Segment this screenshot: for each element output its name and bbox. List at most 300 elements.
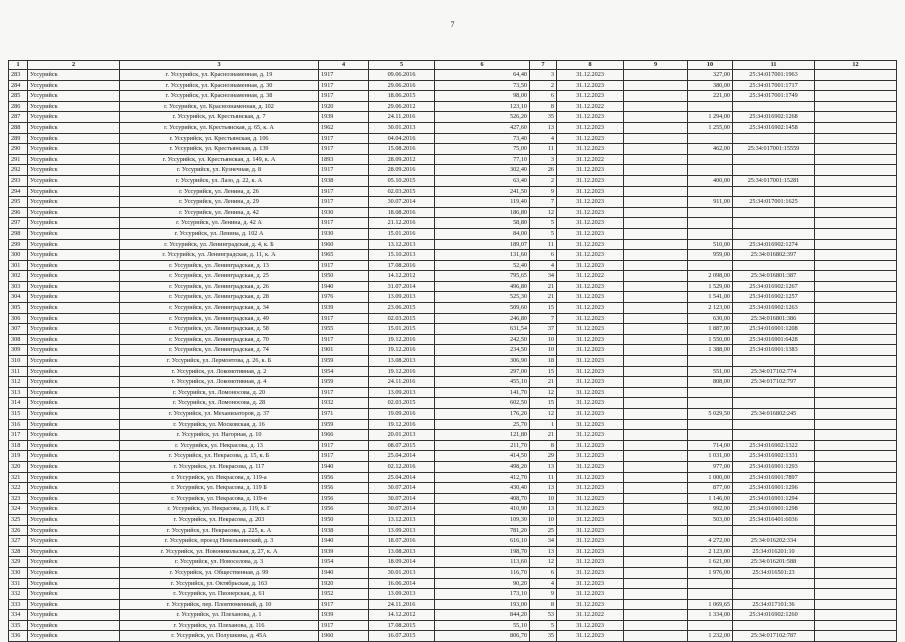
table-cell: 13.09.2013	[369, 589, 435, 600]
table-cell	[624, 599, 688, 610]
table-row	[9, 536, 897, 547]
table-cell: 1917	[319, 144, 369, 155]
table-cell	[815, 165, 897, 176]
table-cell: 31.12.2023	[557, 144, 624, 155]
table-cell: 25:34:016901:1293	[733, 461, 815, 472]
table-cell: 327,00	[688, 70, 733, 81]
table-cell	[733, 430, 815, 441]
table-cell: 313	[9, 387, 28, 398]
table-row	[9, 165, 897, 176]
table-cell: 75,00	[435, 144, 530, 155]
table-cell	[815, 525, 897, 536]
table-row	[9, 303, 897, 314]
table-cell: 4	[530, 260, 557, 271]
table-cell	[688, 387, 733, 398]
table-cell: г. Уссурийск, ул. Крестьянская, д. 149, к. А	[120, 154, 319, 165]
table-cell: 510,00	[688, 239, 733, 250]
table-row	[9, 345, 897, 356]
table-cell: 25:34:017101:36	[733, 599, 815, 610]
table-cell	[624, 70, 688, 81]
table-cell: 234,50	[435, 345, 530, 356]
table-cell: 408,70	[435, 493, 530, 504]
table-cell: 301	[9, 260, 28, 271]
table-cell: 25:34:016901:1208	[733, 324, 815, 335]
table-cell: г. Уссурийск, ул. Ленинградская, д. 34	[120, 303, 319, 314]
table-cell	[624, 536, 688, 547]
table-cell: 323	[9, 493, 28, 504]
table-cell: 31.12.2022	[557, 271, 624, 282]
table-cell: 714,00	[688, 440, 733, 451]
table-cell	[624, 175, 688, 186]
table-row	[9, 557, 897, 568]
table-cell: 21	[530, 377, 557, 388]
table-row	[9, 620, 897, 631]
table-cell	[815, 440, 897, 451]
table-cell: 30.07.2014	[369, 504, 435, 515]
table-cell: 13	[530, 546, 557, 557]
table-cell: 241,50	[435, 186, 530, 197]
table-cell: 25:34:017001:1717	[733, 80, 815, 91]
table-cell: 25:34:016801:387	[733, 271, 815, 282]
table-cell: 1940	[319, 567, 369, 578]
table-cell: 304	[9, 292, 28, 303]
table-cell: 193,00	[435, 599, 530, 610]
table-cell: г. Уссурийск, ул. Полушкина, д. 45А	[120, 631, 319, 642]
table-cell: 31.12.2022	[557, 101, 624, 112]
table-cell: 295	[9, 197, 28, 208]
table-cell: г. Уссурийск, ул. Плеханова, д. 116	[120, 620, 319, 631]
table-cell: Уссурийск	[28, 514, 120, 525]
table-cell: 15	[530, 398, 557, 409]
table-cell	[815, 70, 897, 81]
table-cell	[815, 345, 897, 356]
table-cell: 18.06.2015	[369, 91, 435, 102]
table-cell: 31.12.2023	[557, 112, 624, 123]
table-row	[9, 398, 897, 409]
table-cell: 2	[530, 80, 557, 91]
table-cell	[815, 620, 897, 631]
table-cell: 211,70	[435, 440, 530, 451]
table-cell	[624, 504, 688, 515]
table-cell: 84,00	[435, 228, 530, 239]
table-cell: 309	[9, 345, 28, 356]
table-cell: 877,00	[688, 483, 733, 494]
column-header-12: 12	[815, 61, 897, 70]
table-cell: 31.12.2023	[557, 366, 624, 377]
table-cell: 430,40	[435, 483, 530, 494]
table-row	[9, 599, 897, 610]
table-cell: Уссурийск	[28, 440, 120, 451]
table-cell: 31.12.2023	[557, 557, 624, 568]
table-cell	[815, 313, 897, 324]
table-cell	[815, 356, 897, 367]
table-cell	[688, 589, 733, 600]
table-cell: 324	[9, 504, 28, 515]
table-row	[9, 239, 897, 250]
table-cell: Уссурийск	[28, 80, 120, 91]
table-cell: г. Уссурийск, ул. Новоселова, д. 3	[120, 557, 319, 568]
table-cell: 296	[9, 207, 28, 218]
table-cell: Уссурийск	[28, 451, 120, 462]
table-cell	[733, 186, 815, 197]
table-cell: 19.09.2016	[369, 409, 435, 420]
table-cell: 1 031,00	[688, 451, 733, 462]
table-cell	[624, 334, 688, 345]
table-cell: 31.12.2023	[557, 398, 624, 409]
table-cell: г. Уссурийск, ул. Ломоносова, д. 28	[120, 398, 319, 409]
table-cell: 25:34:017001:1963	[733, 70, 815, 81]
table-cell	[815, 80, 897, 91]
table-cell: Уссурийск	[28, 165, 120, 176]
table-cell: 176,20	[435, 409, 530, 420]
table-cell: 526,20	[435, 112, 530, 123]
table-cell: 288	[9, 122, 28, 133]
table-cell: 1917	[319, 599, 369, 610]
table-cell	[624, 207, 688, 218]
table-cell: 11	[530, 472, 557, 483]
table-row	[9, 324, 897, 335]
table-cell: 911,00	[688, 197, 733, 208]
table-cell	[733, 398, 815, 409]
table-cell: Уссурийск	[28, 567, 120, 578]
table-cell: 121,80	[435, 430, 530, 441]
table-cell: 15	[530, 303, 557, 314]
column-header-10: 10	[688, 61, 733, 70]
table-cell	[815, 239, 897, 250]
table-cell: 31.12.2023	[557, 281, 624, 292]
table-cell: 18.07.2016	[369, 536, 435, 547]
table-cell: 1 388,00	[688, 345, 733, 356]
table-cell: г. Уссурийск, ул. Ленина, д. 26	[120, 186, 319, 197]
table-cell	[624, 440, 688, 451]
table-cell: 246,80	[435, 313, 530, 324]
table-cell: Уссурийск	[28, 419, 120, 430]
table-cell: Уссурийск	[28, 599, 120, 610]
table-cell: 24.11.2016	[369, 377, 435, 388]
table-cell: 1956	[319, 472, 369, 483]
table-cell	[815, 472, 897, 483]
table-cell: 25:34:016802:397	[733, 250, 815, 261]
table-cell: 977,00	[688, 461, 733, 472]
table-cell	[624, 260, 688, 271]
table-cell: 31.12.2023	[557, 356, 624, 367]
table-cell: 31.12.2023	[557, 536, 624, 547]
table-cell: 1976	[319, 292, 369, 303]
column-header-7: 7	[530, 61, 557, 70]
table-cell: 16.07.2015	[369, 631, 435, 642]
table-cell: 31.12.2023	[557, 567, 624, 578]
column-header-6: 6	[435, 61, 530, 70]
column-header-3: 3	[120, 61, 319, 70]
table-cell: 18	[530, 356, 557, 367]
table-cell	[624, 101, 688, 112]
table-cell: 25:34:017102:797	[733, 377, 815, 388]
table-cell: 455,10	[435, 377, 530, 388]
table-cell: 1932	[319, 398, 369, 409]
table-cell: Уссурийск	[28, 197, 120, 208]
table-cell: 334	[9, 610, 28, 621]
table-cell: 317	[9, 430, 28, 441]
table-cell: 5	[530, 228, 557, 239]
table-cell: Уссурийск	[28, 324, 120, 335]
table-cell: 1917	[319, 197, 369, 208]
table-cell: 1952	[319, 589, 369, 600]
table-cell: 31.12.2023	[557, 631, 624, 642]
table-cell	[815, 430, 897, 441]
table-cell	[733, 356, 815, 367]
table-cell: г. Уссурийск, ул. Ленинградская, д. 70	[120, 334, 319, 345]
table-cell: 113,60	[435, 557, 530, 568]
table-cell: 13.12.2013	[369, 239, 435, 250]
table-cell	[624, 165, 688, 176]
table-cell: Уссурийск	[28, 144, 120, 155]
table-cell	[733, 228, 815, 239]
table-cell	[624, 514, 688, 525]
table-cell: 7	[530, 197, 557, 208]
table-cell: 1955	[319, 324, 369, 335]
table-row	[9, 472, 897, 483]
table-cell: 287	[9, 112, 28, 123]
table-cell: 15.10.2013	[369, 250, 435, 261]
table-cell: 173,10	[435, 589, 530, 600]
table-row	[9, 133, 897, 144]
table-cell	[624, 398, 688, 409]
table-cell: 781,20	[435, 525, 530, 536]
table-cell	[733, 620, 815, 631]
table-cell	[624, 271, 688, 282]
table-cell: 31.12.2023	[557, 546, 624, 557]
table-cell: 5 029,50	[688, 409, 733, 420]
table-cell: 186,80	[435, 207, 530, 218]
table-row	[9, 197, 897, 208]
table-cell: г. Уссурийск, ул. Ленина, д. 42	[120, 207, 319, 218]
table-cell: 13.12.2013	[369, 514, 435, 525]
table-cell: 335	[9, 620, 28, 631]
column-header-5: 5	[369, 61, 435, 70]
table-cell: 525,30	[435, 292, 530, 303]
table-cell: 25:34:017001:15559	[733, 144, 815, 155]
table-cell: 189,07	[435, 239, 530, 250]
table-cell	[624, 281, 688, 292]
table-cell	[815, 112, 897, 123]
table-cell: 31.12.2023	[557, 409, 624, 420]
table-cell	[815, 154, 897, 165]
table-cell: 25:34:017102:774	[733, 366, 815, 377]
table-cell	[624, 197, 688, 208]
table-cell: г. Уссурийск, ул. Крестьянская, д. 106	[120, 133, 319, 144]
table-cell: 1917	[319, 334, 369, 345]
table-cell	[624, 409, 688, 420]
table-cell: г. Уссурийск, ул. Ленинградская, д. 25	[120, 271, 319, 282]
table-cell: 7	[530, 313, 557, 324]
table-cell: 306	[9, 313, 28, 324]
table-row	[9, 313, 897, 324]
table-cell: 119,40	[435, 197, 530, 208]
table-cell: Уссурийск	[28, 387, 120, 398]
table-cell: Уссурийск	[28, 281, 120, 292]
table-cell	[688, 260, 733, 271]
table-cell	[733, 218, 815, 229]
table-row	[9, 91, 897, 102]
table-cell: 307	[9, 324, 28, 335]
table-cell	[624, 567, 688, 578]
table-cell: 242,50	[435, 334, 530, 345]
table-cell: 109,30	[435, 514, 530, 525]
table-cell: 73,50	[435, 80, 530, 91]
table-cell: 12	[530, 557, 557, 568]
table-cell: 31.12.2023	[557, 377, 624, 388]
table-cell: 1917	[319, 218, 369, 229]
table-cell: 1939	[319, 112, 369, 123]
table-row	[9, 409, 897, 420]
table-row	[9, 461, 897, 472]
table-row	[9, 112, 897, 123]
table-cell: Уссурийск	[28, 112, 120, 123]
table-cell	[688, 218, 733, 229]
table-cell: г. Уссурийск, ул. Общественная, д. 99	[120, 567, 319, 578]
table-cell: 1 069,65	[688, 599, 733, 610]
table-cell: 31.12.2023	[557, 461, 624, 472]
table-cell: 8	[530, 101, 557, 112]
table-cell: 1917	[319, 313, 369, 324]
table-cell	[815, 228, 897, 239]
table-cell	[815, 557, 897, 568]
table-cell: 12	[530, 409, 557, 420]
table-cell: 6	[530, 250, 557, 261]
table-cell: 34	[530, 271, 557, 282]
table-cell	[815, 610, 897, 621]
table-cell: г. Уссурийск, ул. Ленина, д. 42 А	[120, 218, 319, 229]
table-cell: 4 272,00	[688, 536, 733, 547]
table-cell: Уссурийск	[28, 101, 120, 112]
table-cell: 1	[530, 419, 557, 430]
table-row	[9, 366, 897, 377]
table-cell: 1959	[319, 419, 369, 430]
table-cell	[815, 175, 897, 186]
table-cell: 326	[9, 525, 28, 536]
table-cell: 30.01.2013	[369, 122, 435, 133]
table-cell: 1 529,00	[688, 281, 733, 292]
table-cell: 116,70	[435, 567, 530, 578]
table-cell: 13.09.2013	[369, 292, 435, 303]
table-cell: 25.04.2014	[369, 472, 435, 483]
table-cell: 1917	[319, 133, 369, 144]
table-cell: 380,00	[688, 80, 733, 91]
table-cell: 321	[9, 472, 28, 483]
table-cell: 21	[530, 292, 557, 303]
table-cell	[815, 514, 897, 525]
table-cell: 4	[530, 578, 557, 589]
table-cell: 29	[530, 451, 557, 462]
table-cell: Уссурийск	[28, 483, 120, 494]
table-cell: Уссурийск	[28, 589, 120, 600]
table-cell	[815, 186, 897, 197]
table-cell: 31.12.2023	[557, 620, 624, 631]
table-cell: Уссурийск	[28, 122, 120, 133]
table-cell: 25:34:016802:245	[733, 409, 815, 420]
column-header-8: 8	[557, 61, 624, 70]
table-cell: 12	[530, 387, 557, 398]
table-cell: 26	[530, 165, 557, 176]
table-cell: 31.12.2023	[557, 228, 624, 239]
table-cell: 31.12.2023	[557, 165, 624, 176]
table-cell: 11	[530, 239, 557, 250]
table-cell	[733, 260, 815, 271]
table-cell: 25:34:016202:334	[733, 536, 815, 547]
table-cell: 25:34:016501:23	[733, 567, 815, 578]
table-cell	[624, 472, 688, 483]
table-cell	[733, 387, 815, 398]
table-cell	[688, 165, 733, 176]
table-cell: 1959	[319, 356, 369, 367]
table-row	[9, 514, 897, 525]
table-row	[9, 218, 897, 229]
table-cell: 1966	[319, 430, 369, 441]
table-cell: г. Уссурийск, ул. Ломоносова, д. 20	[120, 387, 319, 398]
table-cell: 31.12.2023	[557, 599, 624, 610]
table-cell	[624, 493, 688, 504]
table-cell: 308	[9, 334, 28, 345]
table-cell: 1917	[319, 387, 369, 398]
table-cell: Уссурийск	[28, 334, 120, 345]
column-header-4: 4	[319, 61, 369, 70]
table-cell: 29.06.2012	[369, 101, 435, 112]
table-cell: 25:34:016902:1260	[733, 610, 815, 621]
table-row	[9, 356, 897, 367]
table-cell: Уссурийск	[28, 154, 120, 165]
table-row	[9, 292, 897, 303]
table-row	[9, 144, 897, 155]
table-cell: 123,10	[435, 101, 530, 112]
table-cell: Уссурийск	[28, 430, 120, 441]
table-cell	[815, 377, 897, 388]
table-cell: 1962	[319, 122, 369, 133]
table-cell: Уссурийск	[28, 250, 120, 261]
table-cell: 30.07.2014	[369, 483, 435, 494]
table-cell: 25:34:016901:1383	[733, 345, 815, 356]
table-row	[9, 271, 897, 282]
table-cell: 25:34:016201:588	[733, 557, 815, 568]
table-cell: 1 232,00	[688, 631, 733, 642]
table-cell	[624, 589, 688, 600]
table-cell	[815, 483, 897, 494]
table-cell	[688, 430, 733, 441]
table-cell: 1956	[319, 483, 369, 494]
table-cell: г. Уссурийск, ул. Ленинградская, д. 49	[120, 313, 319, 324]
table-cell: 31.12.2023	[557, 260, 624, 271]
table-cell: 1940	[319, 281, 369, 292]
table-cell: 1917	[319, 451, 369, 462]
table-cell	[815, 292, 897, 303]
table-cell: г. Уссурийск, ул. Некрасова, д. 119-а	[120, 472, 319, 483]
table-cell: 25:34:016902:1322	[733, 440, 815, 451]
table-cell: 28.09.2012	[369, 154, 435, 165]
table-cell	[815, 387, 897, 398]
column-header-11: 11	[733, 61, 815, 70]
table-cell: 285	[9, 91, 28, 102]
table-cell	[688, 620, 733, 631]
table-cell: 31.12.2023	[557, 91, 624, 102]
table-cell: 294	[9, 186, 28, 197]
table-cell	[624, 144, 688, 155]
table-cell	[733, 154, 815, 165]
table-cell: 10	[530, 514, 557, 525]
table-cell: 795,65	[435, 271, 530, 282]
table-cell: 31.12.2023	[557, 324, 624, 335]
table-cell: 25.04.2014	[369, 451, 435, 462]
table-cell: Уссурийск	[28, 260, 120, 271]
table-row	[9, 387, 897, 398]
